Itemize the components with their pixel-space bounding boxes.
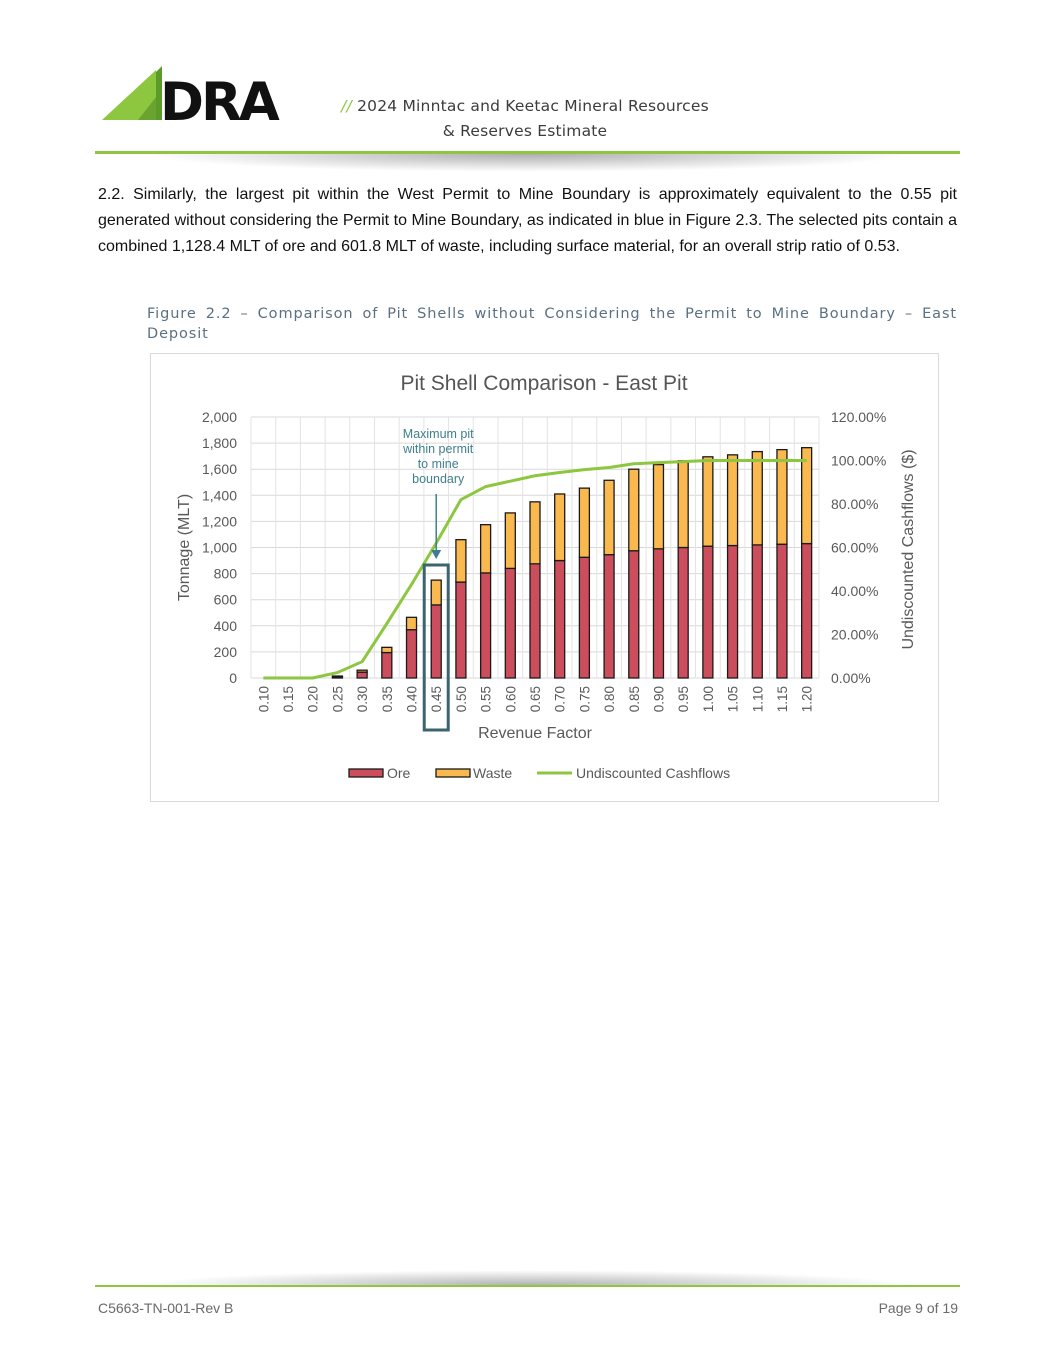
- y2-tick-label: 100.00%: [831, 452, 887, 469]
- y2-tick-label: 40.00%: [831, 583, 879, 599]
- waste-bar: [579, 488, 589, 557]
- x-tick-label: 0.35: [379, 686, 395, 713]
- x-tick-label: 0.15: [281, 686, 297, 713]
- legend-ore-label: Ore: [387, 765, 411, 781]
- y-tick-label: 1,600: [201, 461, 237, 478]
- ore-bar: [629, 551, 639, 678]
- x-tick-label: 0.85: [626, 686, 642, 713]
- ore-bar: [728, 546, 738, 678]
- title-line-2: & Reserves Estimate: [442, 122, 608, 140]
- waste-bar: [431, 580, 441, 605]
- logo-text: DRA: [160, 72, 277, 126]
- ore-bar: [579, 557, 589, 678]
- y-tick-label: 400: [213, 617, 237, 634]
- ore-bar: [382, 653, 392, 678]
- ore-bar: [357, 672, 367, 678]
- waste-bar: [728, 455, 738, 546]
- waste-bar: [530, 502, 540, 564]
- x-tick-label: 0.55: [478, 686, 494, 713]
- x-tick-label: 0.65: [528, 686, 543, 713]
- y2-tick-label: 120.00%: [831, 409, 887, 425]
- waste-bar: [604, 480, 614, 554]
- annotation-text: Maximum pit: [402, 427, 474, 441]
- ore-bar: [505, 568, 515, 678]
- footer-shadow: [140, 1270, 915, 1285]
- x-tick-label: 0.20: [305, 686, 321, 713]
- x-tick-label: 0.40: [404, 686, 420, 713]
- y-tick-label: 200: [213, 643, 237, 660]
- x-tick-label: 1.20: [799, 686, 815, 713]
- ore-bar: [703, 546, 713, 678]
- ore-bar: [407, 630, 417, 678]
- waste-bar: [653, 465, 663, 549]
- y2-axis-title: Undiscounted Cashflows ($): [900, 449, 917, 650]
- waste-bar: [456, 540, 466, 582]
- waste-bar: [802, 448, 812, 544]
- figure-caption: Figure 2.2 – Comparison of Pit Shells without Considering the Permit to Mine Boundary – East Deposit: [147, 306, 957, 342]
- y-tick-label: 1,800: [201, 435, 237, 452]
- x-tick-label: 1.00: [700, 686, 716, 713]
- y2-tick-label: 20.00%: [831, 626, 879, 643]
- ore-bar: [752, 545, 762, 678]
- x-tick-label: 0.25: [330, 686, 346, 713]
- annotation-text: to mine: [417, 457, 459, 471]
- y-tick-label: 1,200: [201, 513, 237, 530]
- x-axis-title: Revenue Factor: [478, 725, 592, 742]
- waste-bar: [703, 457, 713, 546]
- waste-bar: [407, 617, 417, 629]
- body-paragraph: 2.2. Similarly, the largest pit within the West Permit to Mine Boundary is approximately equivalent to the 0.55 pit generated without considering the Permit to Mine Boundary, as indicated in blue in Figure 2.3. The selected pits contain a combined 1,128.4 MLT of ore and 601.8 MLT of waste, including surface material, for an overall strip ratio of 0.53.: [98, 186, 957, 255]
- chart-container: [150, 353, 939, 802]
- waste-bar: [505, 513, 515, 568]
- waste-bar: [357, 670, 367, 672]
- y-tick-label: 1,000: [201, 539, 237, 556]
- waste-bar: [382, 647, 392, 652]
- title-slash: //: [341, 97, 352, 115]
- ore-bar: [431, 605, 441, 678]
- title-line-1: 2024 Minntac and Keetac Mineral Resources: [357, 97, 709, 115]
- legend-cashflow-label: Undiscounted Cashflows: [576, 765, 731, 781]
- ore-bar: [802, 544, 812, 678]
- x-tick-label: 0.90: [651, 686, 667, 713]
- waste-bar: [777, 450, 787, 545]
- waste-bar: [752, 452, 762, 545]
- pit-shell-chart: [151, 354, 938, 801]
- x-tick-label: 0.70: [552, 686, 568, 713]
- y-tick-label: 600: [213, 591, 237, 608]
- x-tick-label: 0.45: [429, 686, 445, 713]
- header-shadow: [140, 154, 915, 172]
- ore-bar: [530, 564, 540, 678]
- x-tick-label: 0.75: [577, 686, 593, 713]
- y2-tick-label: 0.00%: [831, 670, 871, 686]
- dra-logo: [98, 62, 320, 126]
- ore-bar: [678, 548, 688, 679]
- y2-tick-label: 60.00%: [831, 539, 879, 556]
- x-tick-label: 0.80: [602, 686, 618, 713]
- y-tick-label: 1,400: [201, 487, 237, 504]
- x-tick-label: 0.10: [256, 686, 272, 713]
- page-number: Page 9 of 19: [878, 1300, 958, 1316]
- annotation-text: boundary: [412, 472, 465, 486]
- annotation-arrow-head: [431, 550, 441, 559]
- ore-bar: [456, 582, 466, 678]
- x-tick-label: 0.95: [676, 686, 692, 713]
- chart-title: Pit Shell Comparison - East Pit: [400, 372, 688, 395]
- waste-bar: [555, 494, 565, 561]
- ore-bar: [604, 555, 614, 678]
- y-axis-title: Tonnage (MLT): [176, 493, 193, 602]
- x-tick-label: 1.05: [725, 686, 741, 713]
- waste-bar: [332, 676, 342, 677]
- x-tick-label: 0.50: [453, 686, 469, 713]
- waste-bar: [629, 469, 639, 551]
- document-id: C5663-TN-001-Rev B: [98, 1300, 234, 1316]
- waste-bar: [481, 525, 491, 573]
- footer-rule: [95, 1285, 960, 1287]
- y2-tick-label: 80.00%: [831, 496, 879, 512]
- document-title: [330, 94, 720, 144]
- annotation-text: within permit: [403, 442, 474, 456]
- legend-waste-swatch: [436, 769, 470, 777]
- x-tick-label: 1.15: [774, 686, 790, 713]
- ore-bar: [653, 549, 663, 678]
- x-tick-label: 0.30: [355, 686, 371, 713]
- ore-bar: [555, 561, 565, 678]
- y-tick-label: 2,000: [201, 409, 237, 425]
- ore-bar: [481, 573, 491, 678]
- ore-bar: [777, 544, 787, 678]
- x-tick-label: 0.60: [503, 686, 519, 713]
- legend-ore-swatch: [349, 769, 383, 777]
- y-tick-label: 800: [213, 565, 237, 582]
- legend-waste-label: Waste: [473, 765, 513, 781]
- waste-bar: [678, 461, 688, 548]
- x-tick-label: 1.10: [750, 686, 766, 713]
- y-tick-label: 0: [229, 670, 237, 686]
